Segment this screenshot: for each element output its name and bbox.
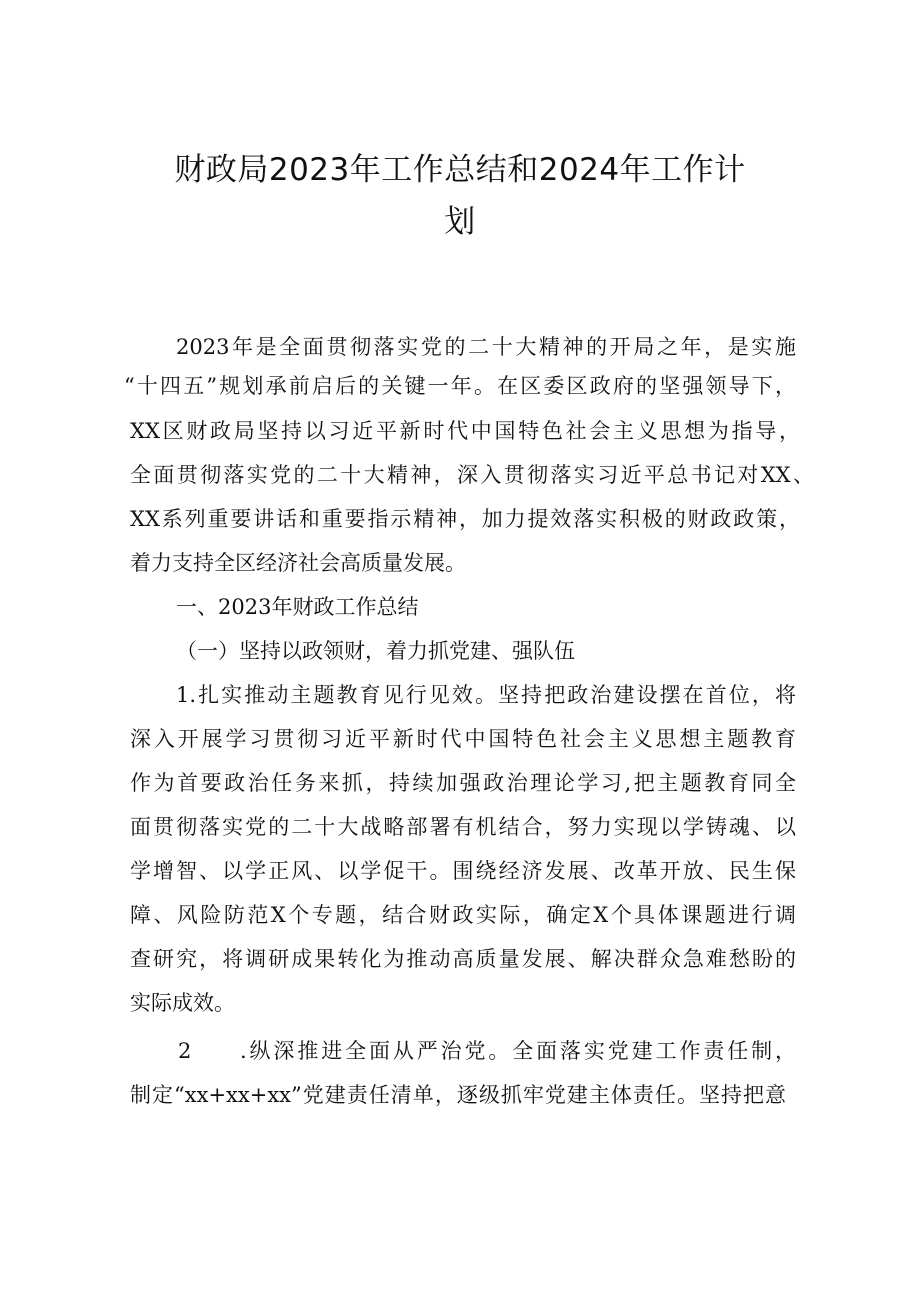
item-1-line-7: 查研究，将调研成果转化为推动高质量发展、解决群众急难愁盼的 [130,947,796,971]
paragraph-1-line-1: 2023年是全面贯彻落实党的二十大精神的开局之年，是实施 [176,335,796,359]
item-2-number: 2 [178,1039,192,1063]
paragraph-1-line-4: 全面贯彻落实党的二十大精神，深入贯彻落实习近平总书记对XX、 [130,463,814,487]
paragraph-1-line-6: 着力支持全区经济社会高质量发展。 [130,551,466,575]
subsection-1-heading: （一）坚持以政领财，着力抓党建、强队伍 [176,639,575,663]
item-2-line-1: .纵深推进全面从严治党。全面落实党建工作责任制， [240,1039,796,1063]
document-title-line-1: 财政局2023年工作总结和2024年工作计 [174,152,746,188]
item-1-line-2: 深入开展学习贯彻习近平新时代中国特色社会主义思想主题教育 [130,727,796,751]
paragraph-1-line-2: “十四五”规划承前启后的关键一年。在区委区政府的坚强领导下， [124,374,796,398]
paragraph-1-line-3: XX区财政局坚持以习近平新时代中国特色社会主义思想为指导， [130,419,800,443]
item-1-line-4: 面贯彻落实党的二十大战略部署有机结合，努力实现以学铸魂、以 [130,815,796,839]
item-1-line-5: 学增智、以学正风、以学促干。围绕经济发展、改革开放、民生保 [130,859,796,883]
item-1-line-8: 实际成效。 [130,991,235,1015]
paragraph-1-line-5: XX系列重要讲话和重要指示精神，加力提效落实积极的财政政策， [130,507,800,531]
item-1-line-3: 作为首要政治任务来抓，持续加强政治理论学习,把主题教育同全 [130,771,796,795]
document-title-line-2: 划 [444,204,476,240]
item-2-line-2: 制定“xx+xx+xx”党建责任清单，逐级抓牢党建主体责任。坚持把意 [130,1083,786,1107]
section-1-heading: 一、2023年财政工作总结 [176,595,419,619]
item-1-line-1: 1.扎实推动主题教育见行见效。坚持把政治建设摆在首位，将 [176,683,796,707]
item-1-line-6: 障、风险防范X个专题，结合财政实际，确定X个具体课题进行调 [130,903,796,927]
